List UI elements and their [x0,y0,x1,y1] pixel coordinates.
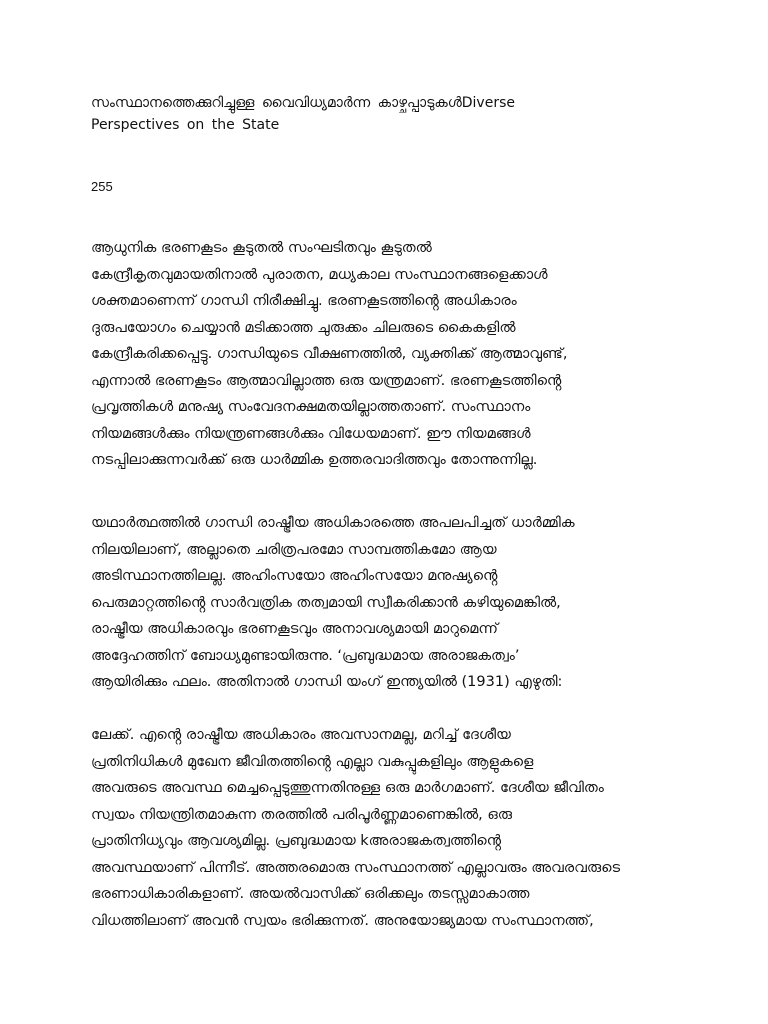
text-line: നടപ്പിലാക്കുന്നവർക്ക് ഒരു ധാർമ്മിക ഉത്തരവാദിത്തവും തോന്നുന്നില്ല. [91,452,538,468]
text-line: അദ്ദേഹത്തിന് ബോധ്യമുണ്ടായിരുന്നു. ‘പ്രബുദ്ധമായ അരാജകത്വം’ [91,647,520,664]
paragraph-2 [91,510,691,696]
text-line: പ്രതിനിധികൾ മുഖേന ജീവിതത്തിൻ്റെ എല്ലാ വകുപ്പുകളിലും ആളുകളെ [91,753,534,770]
header-line: Perspectives on the State [91,117,280,133]
text-line: അവരുടെ അവസ്ഥ മെച്ചപ്പെടുത്തുന്നതിനുള്ള ഒരു മാർഗമാണ്. ദേശീയ ജീവിതം [91,780,604,796]
paragraph-1 [91,235,691,474]
text-line: ലേക്ക്. എൻ്റെ രാഷ്ട്രീയ അധികാരം അവസാനമല്ല, മറിച്ച് ദേശീയ [91,727,511,743]
text-line: പ്രവൃത്തികൾ മനുഷ്യ സംവേദനക്ഷമതയില്ലാത്തതാണ്. സംസ്ഥാനം [91,399,531,415]
text-line: നിയമങ്ങൾക്കും നിയന്ത്രണങ്ങൾക്കും വിധേയമാണ്. ഈ നിയമങ്ങൾ [91,425,531,442]
text-line: ശക്തമാണെന്ന് ഗാന്ധി നിരീക്ഷിച്ചു. ഭരണകൂടത്തിൻ്റെ അധികാരം [91,293,517,309]
text-line: കേന്ദ്രീകൃതവുമായതിനാൽ പുരാതന, മധ്യകാല സംസ്ഥാനങ്ങളെക്കാൾ [91,266,548,283]
text-line: രാഷ്ട്രീയ അധികാരവും ഭരണകൂടവും അനാവശ്യമായി മാറുമെന്ന് [91,621,498,637]
text-line: നിലയിലാണ്, അല്ലാതെ ചരിത്രപരമോ സാമ്പത്തികമോ ആയ [91,541,497,558]
text-line: യഥാർത്ഥത്തിൽ ഗാന്ധി രാഷ്ട്രീയ അധികാരത്തെ അപലപിച്ചത് ധാർമ്മിക [91,515,575,531]
text-line: വിധത്തിലാണ് അവൻ സ്വയം ഭരിക്കുന്നത്. അനുയോജ്യമായ സംസ്ഥാനത്ത്, [91,912,594,929]
running-header [91,92,691,136]
text-line: പ്രാതിനിധ്യവും ആവശ്യമില്ല. പ്രബുദ്ധമായ kഅരാജകത്വത്തിൻ്റെ [91,833,502,849]
text-line: ആയിരിക്കും ഫലം. അതിനാൽ ഗാന്ധി യംഗ് ഇന്ത്യയിൽ (1931) എഴുതി: [91,674,563,690]
text-line: ആധുനിക ഭരണകൂടം കൂടുതൽ സംഘടിതവും കൂടുതൽ [91,240,432,256]
paragraph-3 [91,722,691,934]
text-line: ദുരുപയോഗം ചെയ്യാൻ മടിക്കാത്ത ചുരുക്കം ചിലരുടെ കൈകളിൽ [91,319,516,336]
text-line: കേന്ദ്രീകരിക്കപ്പെട്ടു. ഗാന്ധിയുടെ വീക്ഷണത്തിൽ, വ്യക്തിക്ക് ആത്മാവുണ്ട്, [91,346,568,362]
text-line: അവസ്ഥയാണ് പിന്നീട്. അത്തരമൊരു സംസ്ഥാനത്ത് എല്ലാവരും അവരവരുടെ [91,859,620,876]
page-number: 255 [91,179,113,194]
text-line: ഭരണാധികാരികളാണ്. അയൽവാസിക്ക് ഒരിക്കലും തടസ്സമാകാത്ത [91,886,530,902]
text-line: പെരുമാറ്റത്തിൻ്റെ സാർവത്രിക തത്വമായി സ്വീകരിക്കാൻ കഴിയുമെങ്കിൽ, [91,594,561,611]
text-line: അടിസ്ഥാനത്തിലല്ല. അഹിംസയോ അഹിംസയോ മനുഷ്യൻ്റെ [91,568,498,584]
text-line: എന്നാൽ ഭരണകൂടം ആത്മാവില്ലാത്ത ഒരു യന്ത്രമാണ്. ഭരണകൂടത്തിൻ്റെ [91,372,562,389]
header-line: സംസ്ഥാനത്തെക്കുറിച്ചുള്ള വൈവിധ്യമാർന്ന കാഴ്ചപ്പാടുകൾDiverse [91,95,515,111]
text-line: സ്വയം നിയന്ത്രിതമാകുന്ന തരത്തിൽ പരിപൂർണ്ണമാണെങ്കിൽ, ഒരു [91,806,512,823]
